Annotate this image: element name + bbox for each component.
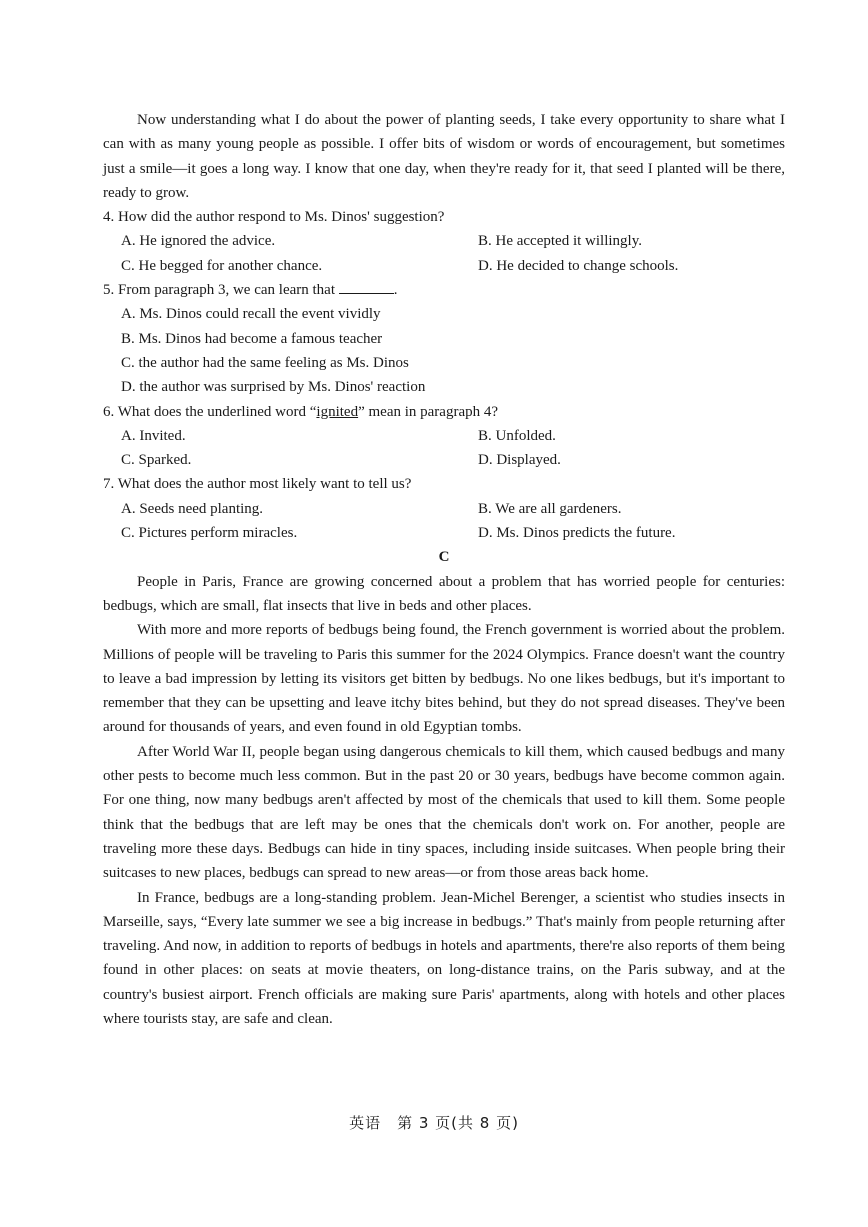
question-6-option-c[interactable]: C. Sparked. <box>121 452 192 469</box>
question-4 <box>103 205 785 278</box>
question-6-option-b[interactable]: B. Unfolded. <box>478 427 556 444</box>
question-4-option-b[interactable]: B. He accepted it willingly. <box>478 233 642 250</box>
underlined-word: ignited <box>316 403 359 420</box>
question-5 <box>103 278 785 399</box>
question-5-option-c[interactable]: C. the author had the same feeling as Ms. Dinos <box>121 354 409 371</box>
question-4-option-a[interactable]: A. He ignored the advice. <box>121 233 276 250</box>
question-5-option-a[interactable]: A. Ms. Dinos could recall the event vividly <box>121 306 381 323</box>
section-heading: C <box>438 549 450 566</box>
question-5-stem-text: 5. From paragraph 3, we can learn that <box>103 282 335 299</box>
question-6-option-a[interactable]: A. Invited. <box>121 427 186 444</box>
question-5-options <box>103 302 785 399</box>
page-content <box>103 108 785 1031</box>
question-7-option-a[interactable]: A. Seeds need planting. <box>121 500 264 517</box>
question-5-option-d[interactable]: D. the author was surprised by Ms. Dinos' reaction <box>121 379 426 396</box>
page-footer: 英语 第 3 页(共 8 页) <box>349 1114 519 1132</box>
passage-paragraph: With more and more reports of bedbugs being found, the French government is worried about the problem. Millions of people will be traveling to Paris this summer for the 2024 Olympics. France doesn't want the country to leave a bad impression by letting its visitors get bitten by bedbugs. No one likes bedbugs, but it's important to remember that they can be upsetting and leave itchy bites behind, but they do not spread diseases. They've been around for thousands of years, and even found in old Egyptian tombs. <box>103 622 785 736</box>
question-6-option-d[interactable]: D. Displayed. <box>478 452 561 469</box>
question-4-stem: 4. How did the author respond to Ms. Dinos' suggestion? <box>103 209 445 226</box>
question-4-options <box>103 229 785 278</box>
answer-blank <box>339 279 394 294</box>
question-7-option-d[interactable]: D. Ms. Dinos predicts the future. <box>478 525 676 542</box>
question-7 <box>103 472 785 545</box>
question-7-options <box>103 497 785 546</box>
question-5-stem <box>103 278 785 302</box>
question-4-option-c[interactable]: C. He begged for another chance. <box>121 257 323 274</box>
question-6 <box>103 400 785 473</box>
intro-paragraph: Now understanding what I do about the power of planting seeds, I take every opportunity to share what I can with as many young people as possible. I offer bits of wisdom or words of encouragement, but sometimes just a smile—it goes a long way. I know that one day, when they're ready for it, that seed I planted will be there, ready to grow. <box>103 112 785 201</box>
question-6-options <box>103 424 785 473</box>
question-6-stem <box>103 400 785 424</box>
passage-paragraph: People in Paris, France are growing concerned about a problem that has worried people for centuries: bedbugs, which are small, flat insects that live in beds and other places. <box>103 573 785 614</box>
question-5-option-b[interactable]: B. Ms. Dinos had become a famous teacher <box>121 330 383 347</box>
question-5-stem-end: . <box>393 282 398 299</box>
passage-c <box>103 570 785 1032</box>
question-7-option-c[interactable]: C. Pictures perform miracles. <box>121 525 298 542</box>
passage-paragraph: After World War II, people began using dangerous chemicals to kill them, which caused bedbugs and many other pests to become much less common. But in the past 20 or 30 years, bedbugs have become common again. For one thing, now many bedbugs aren't affected by most of the chemicals that used to kill them. Some people think that the bedbugs that are left may be ones that the chemicals don't work on. For another, people are traveling more these days. Bedbugs can hide in tiny spaces, including inside suitcases. When people bring their suitcases to new places, bedbugs can spread to new areas—or from those areas back home. <box>103 743 785 882</box>
question-6-stem-end: ” mean in paragraph 4? <box>358 403 499 420</box>
question-7-option-b[interactable]: B. We are all gardeners. <box>478 500 622 517</box>
question-4-option-d[interactable]: D. He decided to change schools. <box>478 257 679 274</box>
passage-paragraph: In France, bedbugs are a long-standing problem. Jean-Michel Berenger, a scientist who studies insects in Marseille, says, “Every late summer we see a big increase in bedbugs.” That's mainly from people returning after traveling. And now, in addition to reports of bedbugs in hotels and apartments, there're also reports of them being found in other places: on seats at movie theaters, on long-distance trains, on the Paris subway, and at the country's busiest airport. French officials are making sure Paris' apartments, along with hotels and other places where tourists stay, are safe and clean. <box>103 889 785 1027</box>
question-6-stem-text: 6. What does the underlined word “ <box>103 403 317 420</box>
question-7-stem: 7. What does the author most likely want to tell us? <box>103 476 412 493</box>
